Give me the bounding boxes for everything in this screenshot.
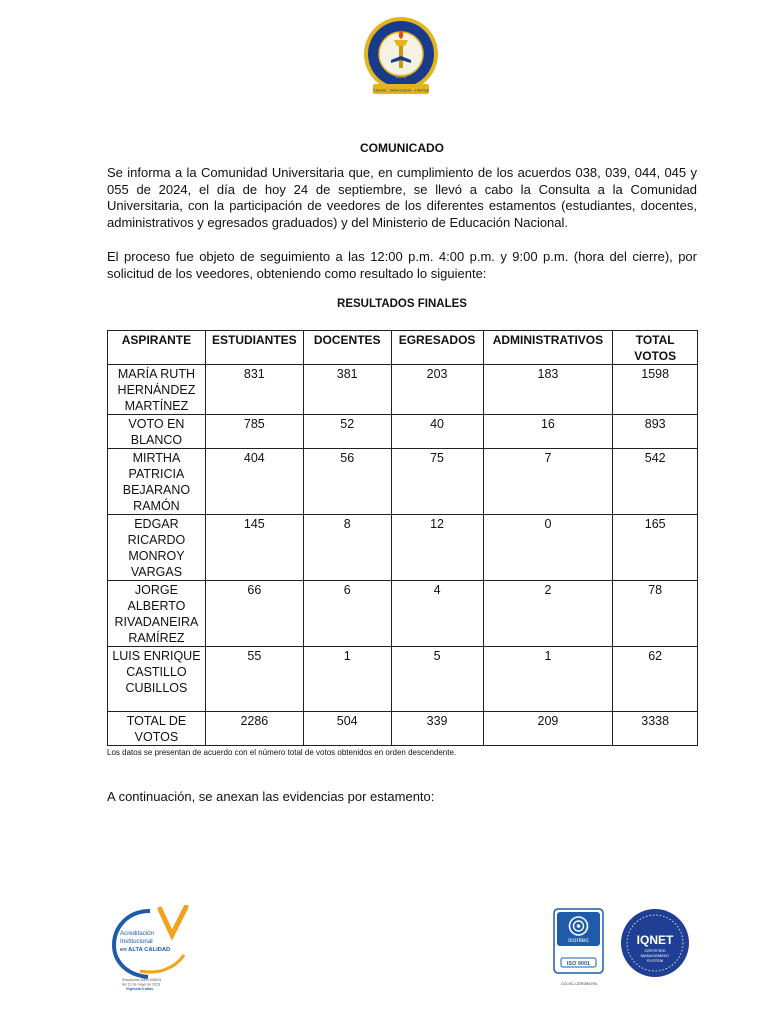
accred-res3: Vigencia 6 años xyxy=(126,987,154,991)
header-cell: DOCENTES xyxy=(303,331,391,365)
table-cell: 52 xyxy=(303,415,391,449)
table-cell: 3338 xyxy=(613,712,698,746)
table-cell: 40 xyxy=(391,415,483,449)
iqnet-logo xyxy=(620,908,690,978)
icontec-code: CO-SC-CER394794 xyxy=(560,981,598,986)
candidate-cell: EDGAR RICARDO MONROY VARGAS xyxy=(108,515,206,581)
candidate-cell: TOTAL DE VOTOS xyxy=(108,712,206,746)
table-cell: 209 xyxy=(483,712,613,746)
table-footnote: Los datos se presentan de acuerdo con el número total de votos obtenidos en orden descendente. xyxy=(107,748,457,757)
table-total-row xyxy=(108,712,698,746)
table-cell: 12 xyxy=(391,515,483,581)
table-header-row xyxy=(108,331,698,365)
header-cell: TOTAL VOTOS xyxy=(613,331,698,365)
candidate-cell: MIRTHA PATRICIA BEJARANO RAMÓN xyxy=(108,449,206,515)
accreditation-logo xyxy=(110,905,192,991)
document-title: COMUNICADO xyxy=(360,141,444,155)
table-cell: 78 xyxy=(613,581,698,647)
table-cell: 2286 xyxy=(205,712,303,746)
table-cell: 6 xyxy=(303,581,391,647)
table-cell: 1598 xyxy=(613,365,698,415)
table-cell: 4 xyxy=(391,581,483,647)
table-cell: 62 xyxy=(613,647,698,712)
table-cell: 165 xyxy=(613,515,698,581)
table-cell: 55 xyxy=(205,647,303,712)
header-cell: ESTUDIANTES xyxy=(205,331,303,365)
table-cell: 339 xyxy=(391,712,483,746)
table-cell: 183 xyxy=(483,365,613,415)
table-cell: 16 xyxy=(483,415,613,449)
table-row xyxy=(108,365,698,415)
icontec-logo xyxy=(553,908,607,988)
table-cell: 8 xyxy=(303,515,391,581)
header-cell: ASPIRANTE xyxy=(108,331,206,365)
annex-text: A continuación, se anexan las evidencias por estamento: xyxy=(107,789,435,804)
table-cell: 1 xyxy=(303,647,391,712)
icontec-iso: ISO 9001 xyxy=(566,961,591,967)
iqnet-label: IQNET xyxy=(636,933,674,947)
table-row xyxy=(108,415,698,449)
results-subtitle: RESULTADOS FINALES xyxy=(337,298,467,310)
table-cell: 7 xyxy=(483,449,613,515)
table-cell: 0 xyxy=(483,515,613,581)
table-cell: 542 xyxy=(613,449,698,515)
university-seal-logo xyxy=(361,16,441,104)
table-cell: 203 xyxy=(391,365,483,415)
header-cell: EGRESADOS xyxy=(391,331,483,365)
iqnet-sub1: CERTIFIED xyxy=(644,948,666,953)
candidate-cell: LUIS ENRIQUE CASTILLO CUBILLOS xyxy=(108,647,206,712)
table-row xyxy=(108,515,698,581)
table-row xyxy=(108,581,698,647)
table-row xyxy=(108,647,698,712)
process-paragraph: El proceso fue objeto de seguimiento a las 12:00 p.m. 4:00 p.m. y 9:00 p.m. (hora del cierre), por solicitud de los veedores, obteniendo como resultado lo siguiente: xyxy=(107,249,697,281)
header-cell: ADMINISTRATIVOS xyxy=(483,331,613,365)
results-table xyxy=(107,330,698,746)
table-cell: 145 xyxy=(205,515,303,581)
seal-year: 1968 xyxy=(395,74,407,80)
accred-res2: del 11 de mayo de 2023 xyxy=(122,982,161,987)
iqnet-sub3: SYSTEM xyxy=(646,958,664,963)
table-cell: 893 xyxy=(613,415,698,449)
table-cell: 381 xyxy=(303,365,391,415)
candidate-cell: JORGE ALBERTO RIVADANEIRA RAMÍREZ xyxy=(108,581,206,647)
table-cell: 404 xyxy=(205,449,303,515)
table-cell: 785 xyxy=(205,415,303,449)
accred-line2: Institucional xyxy=(120,938,153,945)
table-cell: 504 xyxy=(303,712,391,746)
table-cell: 1 xyxy=(483,647,613,712)
seal-motto: Ciencia · Democracia · Libertad xyxy=(372,87,430,93)
iqnet-sub2: MANAGEMENT xyxy=(640,953,670,958)
table-cell: 56 xyxy=(303,449,391,515)
icontec-label: icontec xyxy=(568,937,589,944)
table-row xyxy=(108,449,698,515)
accred-line3: en ALTA CALIDAD xyxy=(120,947,171,953)
table-cell: 831 xyxy=(205,365,303,415)
candidate-cell: VOTO EN BLANCO xyxy=(108,415,206,449)
candidate-cell: MARÍA RUTH HERNÁNDEZ MARTÍNEZ xyxy=(108,365,206,415)
table-cell: 5 xyxy=(391,647,483,712)
accred-line1: Acreditación xyxy=(120,930,155,937)
table-cell: 66 xyxy=(205,581,303,647)
table-cell: 75 xyxy=(391,449,483,515)
table-cell: 2 xyxy=(483,581,613,647)
intro-paragraph: Se informa a la Comunidad Universitaria que, en cumplimiento de los acuerdos 038, 039, 044, 045 y 055 de 2024, el día de hoy 24 de septiembre, se llevó a cabo la Consulta a la Comunidad Universitaria, con la participación de veedores de los diferentes estamentos (estudiantes, docentes, administrativos y egresados graduados) y del Ministerio de Educación Nacional. xyxy=(107,165,697,230)
accred-res1: Resolución MEN 006021 xyxy=(122,978,162,982)
